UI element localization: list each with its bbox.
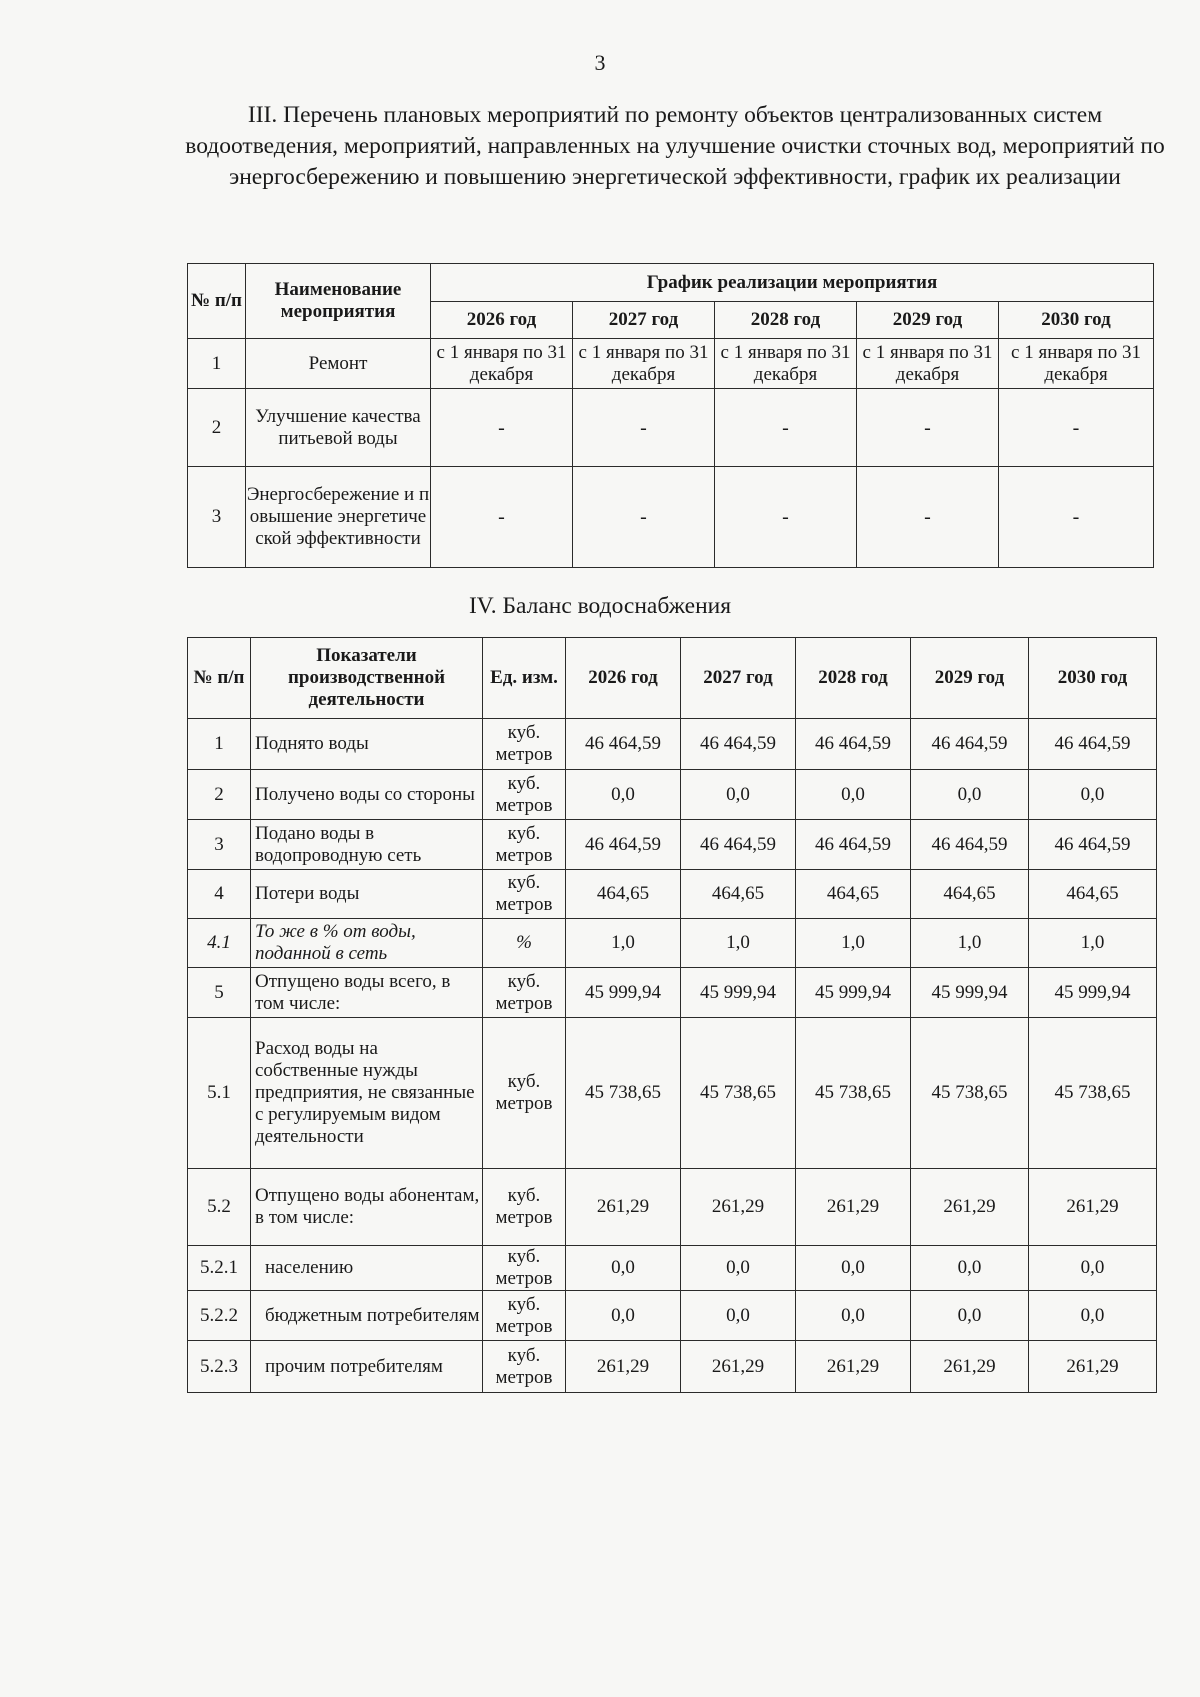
row-value: 464,65 <box>681 870 796 919</box>
header-year: 2026 год <box>566 638 681 719</box>
table-row <box>188 1169 1157 1246</box>
row-value: 0,0 <box>796 1291 911 1341</box>
row-name: бюджетным потребителям <box>251 1291 483 1341</box>
row-cell: - <box>715 467 857 568</box>
row-cell: - <box>715 389 857 467</box>
row-unit: куб. метров <box>483 719 566 770</box>
row-cell: с 1 января по 31 декабря <box>857 339 999 389</box>
row-value: 0,0 <box>681 1291 796 1341</box>
row-value: 0,0 <box>566 1246 681 1291</box>
header-year: 2028 год <box>796 638 911 719</box>
row-num: 3 <box>188 467 246 568</box>
row-num: 2 <box>188 770 251 820</box>
row-value: 45 738,65 <box>911 1018 1029 1169</box>
row-value: 0,0 <box>1029 770 1157 820</box>
header-year: 2030 год <box>999 302 1154 339</box>
row-num: 4 <box>188 870 251 919</box>
row-value: 46 464,59 <box>796 719 911 770</box>
row-cell: - <box>999 389 1154 467</box>
header-schedule: График реализации мероприятия <box>431 264 1154 302</box>
table-row <box>188 339 1154 389</box>
row-value: 0,0 <box>1029 1291 1157 1341</box>
table-row <box>188 389 1154 467</box>
row-num: 5.1 <box>188 1018 251 1169</box>
row-value: 261,29 <box>681 1169 796 1246</box>
row-num: 1 <box>188 719 251 770</box>
row-value: 46 464,59 <box>566 719 681 770</box>
row-name: Подано воды в водопроводную сеть <box>251 820 483 870</box>
row-cell: - <box>857 467 999 568</box>
row-cell: - <box>573 389 715 467</box>
row-cell: - <box>857 389 999 467</box>
row-value: 45 999,94 <box>1029 968 1157 1018</box>
row-value: 261,29 <box>566 1169 681 1246</box>
row-value: 45 999,94 <box>681 968 796 1018</box>
row-name: Улучшение качества питьевой воды <box>246 389 431 467</box>
row-value: 46 464,59 <box>681 719 796 770</box>
page-number: 3 <box>594 50 606 75</box>
row-num: 5.2 <box>188 1169 251 1246</box>
row-value: 0,0 <box>566 770 681 820</box>
row-name: Отпущено воды абонентам, в том числе: <box>251 1169 483 1246</box>
table-row <box>188 1018 1157 1169</box>
row-value: 0,0 <box>681 1246 796 1291</box>
row-unit: куб. метров <box>483 820 566 870</box>
row-value: 261,29 <box>796 1169 911 1246</box>
row-name: Энергосбережение и повышение энергетической эффективности <box>246 467 431 568</box>
header-year: 2029 год <box>857 302 999 339</box>
row-name: Получено воды со стороны <box>251 770 483 820</box>
table-row <box>188 968 1157 1018</box>
table-row <box>188 1291 1157 1341</box>
row-value: 261,29 <box>566 1341 681 1393</box>
row-name: Расход воды на собственные нужды предприятия, не связанные с регулируемым видом деятельности <box>251 1018 483 1169</box>
row-value: 1,0 <box>1029 919 1157 968</box>
table-row <box>188 820 1157 870</box>
row-value: 261,29 <box>796 1341 911 1393</box>
row-cell: с 1 января по 31 декабря <box>715 339 857 389</box>
row-value: 45 738,65 <box>681 1018 796 1169</box>
table-row <box>188 870 1157 919</box>
row-value: 46 464,59 <box>566 820 681 870</box>
header-year: 2029 год <box>911 638 1029 719</box>
row-name: прочим потребителям <box>251 1341 483 1393</box>
row-num: 5 <box>188 968 251 1018</box>
row-value: 45 738,65 <box>796 1018 911 1169</box>
row-name: То же в % от воды, поданной в сеть <box>251 919 483 968</box>
row-value: 46 464,59 <box>1029 820 1157 870</box>
row-unit: куб. метров <box>483 870 566 919</box>
row-unit: куб. метров <box>483 1291 566 1341</box>
header-num: № п/п <box>188 264 246 339</box>
row-value: 46 464,59 <box>681 820 796 870</box>
header-name: Наименование мероприятия <box>246 264 431 339</box>
row-value: 0,0 <box>1029 1246 1157 1291</box>
row-value: 464,65 <box>911 870 1029 919</box>
row-name: населению <box>251 1246 483 1291</box>
row-value: 45 999,94 <box>566 968 681 1018</box>
row-value: 0,0 <box>796 770 911 820</box>
row-value: 45 999,94 <box>796 968 911 1018</box>
row-name: Поднято воды <box>251 719 483 770</box>
row-name: Потери воды <box>251 870 483 919</box>
row-value: 45 999,94 <box>911 968 1029 1018</box>
header-year: 2028 год <box>715 302 857 339</box>
header-name: Показатели производственной деятельности <box>251 638 483 719</box>
row-value: 46 464,59 <box>1029 719 1157 770</box>
row-num: 2 <box>188 389 246 467</box>
row-value: 0,0 <box>566 1291 681 1341</box>
row-value: 464,65 <box>566 870 681 919</box>
row-value: 464,65 <box>1029 870 1157 919</box>
row-value: 261,29 <box>911 1341 1029 1393</box>
table-row <box>188 1246 1157 1291</box>
row-value: 0,0 <box>911 1291 1029 1341</box>
row-unit: куб. метров <box>483 1246 566 1291</box>
header-year: 2027 год <box>573 302 715 339</box>
row-value: 1,0 <box>681 919 796 968</box>
table-row <box>188 770 1157 820</box>
row-unit: куб. метров <box>483 968 566 1018</box>
row-unit: куб. метров <box>483 1341 566 1393</box>
row-cell: - <box>431 467 573 568</box>
section4-title: IV. Баланс водоснабжения <box>468 593 732 619</box>
row-value: 464,65 <box>796 870 911 919</box>
row-value: 46 464,59 <box>796 820 911 870</box>
row-value: 0,0 <box>681 770 796 820</box>
row-num: 5.2.2 <box>188 1291 251 1341</box>
row-cell: - <box>573 467 715 568</box>
row-value: 1,0 <box>566 919 681 968</box>
row-value: 1,0 <box>911 919 1029 968</box>
row-num: 1 <box>188 339 246 389</box>
table-row <box>188 919 1157 968</box>
header-year: 2030 год <box>1029 638 1157 719</box>
row-value: 0,0 <box>796 1246 911 1291</box>
table-row <box>188 719 1157 770</box>
row-value: 261,29 <box>681 1341 796 1393</box>
header-unit: Ед. изм. <box>483 638 566 719</box>
row-value: 0,0 <box>911 770 1029 820</box>
header-year: 2027 год <box>681 638 796 719</box>
row-cell: с 1 января по 31 декабря <box>431 339 573 389</box>
row-cell: с 1 января по 31 декабря <box>573 339 715 389</box>
row-num: 4.1 <box>188 919 251 968</box>
row-unit: куб. метров <box>483 1169 566 1246</box>
row-num: 5.2.1 <box>188 1246 251 1291</box>
row-cell: - <box>999 467 1154 568</box>
table-row <box>188 1341 1157 1393</box>
row-unit: куб. метров <box>483 770 566 820</box>
events-schedule-table <box>187 263 1154 568</box>
row-value: 46 464,59 <box>911 719 1029 770</box>
water-balance-table <box>187 637 1157 1393</box>
row-num: 3 <box>188 820 251 870</box>
row-value: 1,0 <box>796 919 911 968</box>
row-name: Отпущено воды всего, в том числе: <box>251 968 483 1018</box>
row-cell: с 1 января по 31 декабря <box>999 339 1154 389</box>
row-num: 5.2.3 <box>188 1341 251 1393</box>
row-unit: куб. метров <box>483 1018 566 1169</box>
row-value: 261,29 <box>1029 1341 1157 1393</box>
row-value: 45 738,65 <box>566 1018 681 1169</box>
row-value: 261,29 <box>1029 1169 1157 1246</box>
row-value: 261,29 <box>911 1169 1029 1246</box>
header-num: № п/п <box>188 638 251 719</box>
header-year: 2026 год <box>431 302 573 339</box>
section3-title: III. Перечень плановых мероприятий по ремонту объектов централизованных систем водоотведения, мероприятий, направленных на улучшение очистки сточных вод, мероприятий по энергосбережению и повышению энергетической эффективности, график их реализации <box>185 102 1165 190</box>
row-value: 46 464,59 <box>911 820 1029 870</box>
row-value: 45 738,65 <box>1029 1018 1157 1169</box>
row-value: 0,0 <box>911 1246 1029 1291</box>
row-cell: - <box>431 389 573 467</box>
table-row <box>188 467 1154 568</box>
row-unit: % <box>483 919 566 968</box>
row-name: Ремонт <box>246 339 431 389</box>
